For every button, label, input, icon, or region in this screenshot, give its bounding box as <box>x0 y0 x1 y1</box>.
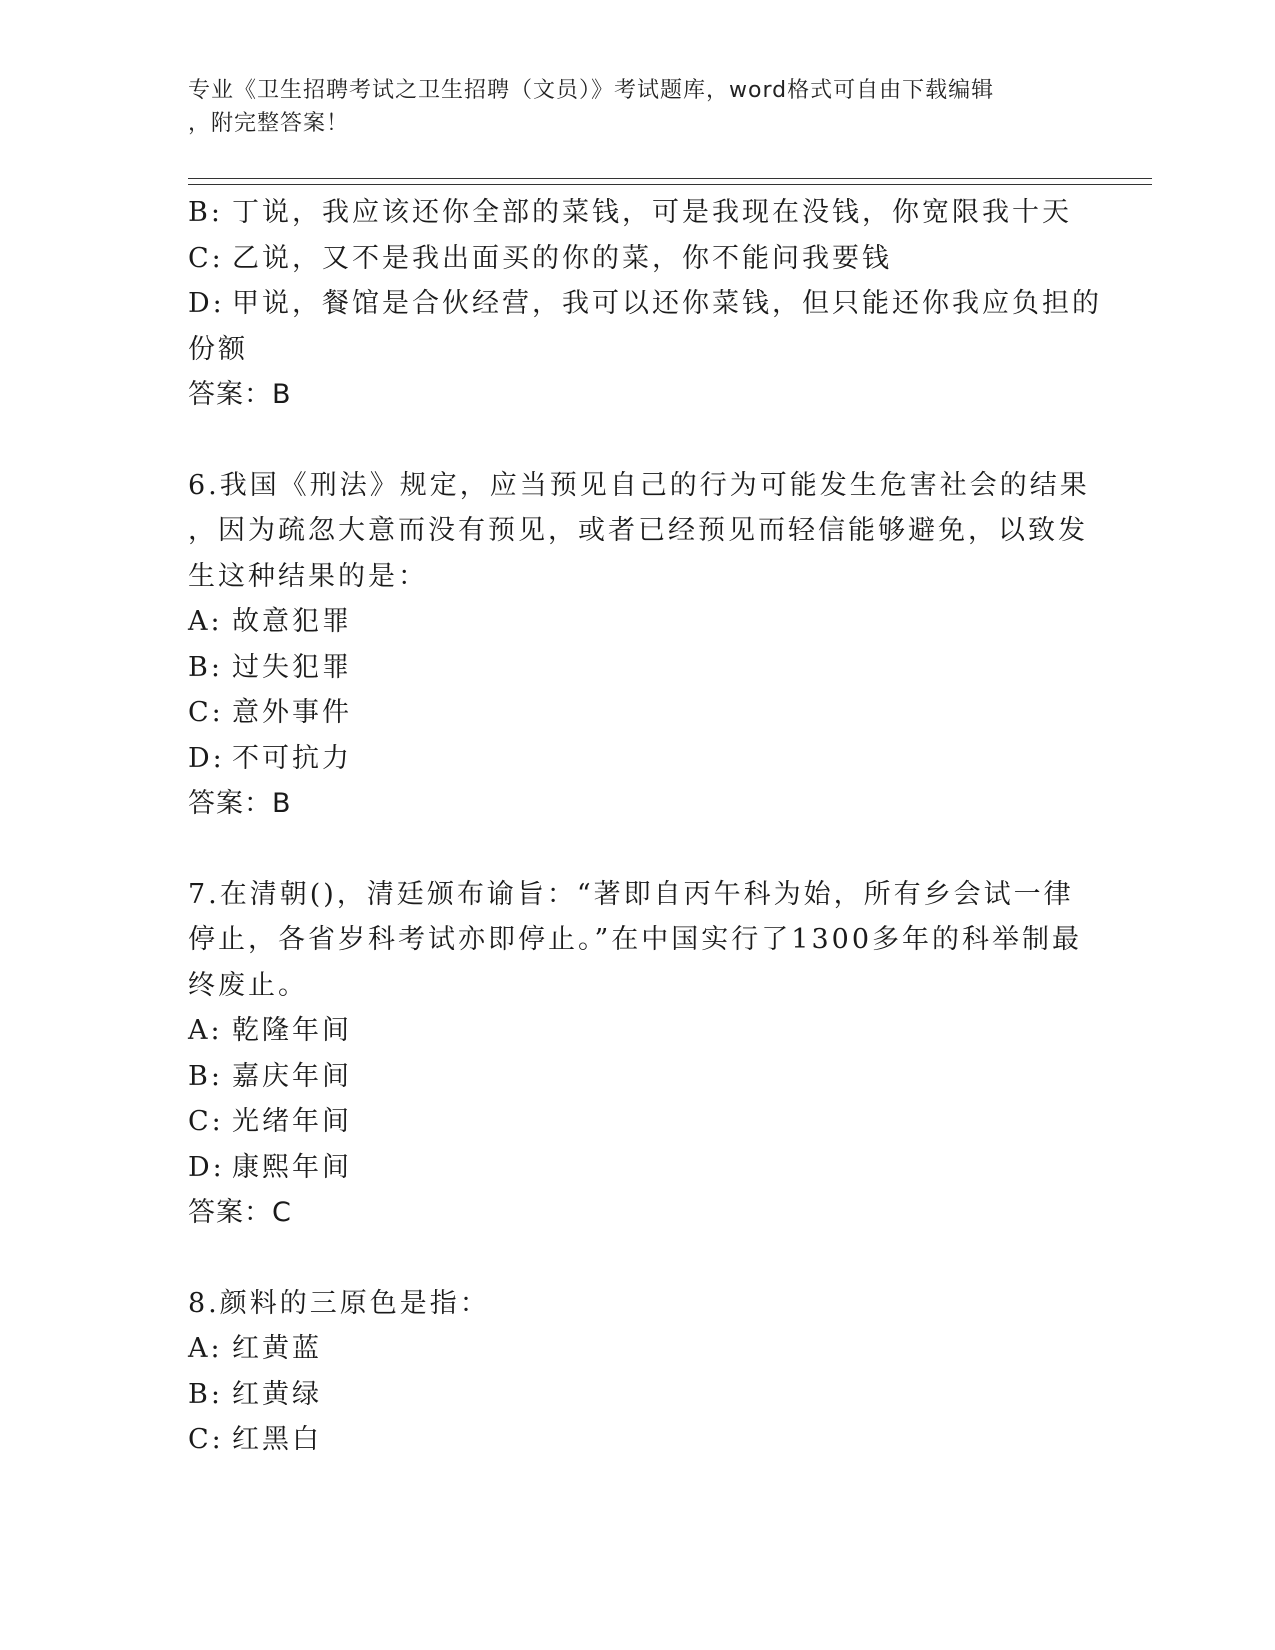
question-list <box>188 190 1102 1463</box>
option-b <box>188 1372 1088 1418</box>
header-divider <box>188 178 1152 185</box>
option-text: 红黑白 <box>232 1424 322 1455</box>
option-c <box>188 236 1088 282</box>
option-letter: B: <box>188 1060 223 1092</box>
option-letter: B: <box>188 197 223 228</box>
option-d-continuation: 份额 <box>188 333 248 365</box>
option-text: 红黄绿 <box>232 1378 322 1410</box>
option-text: 甲说，餐馆是合伙经营，我可以还你菜钱，但只能还你我应负担的 <box>232 288 1102 319</box>
option-letter: D: <box>188 742 225 774</box>
option-a <box>188 599 1088 645</box>
option-d <box>188 281 1102 327</box>
option-a <box>188 1326 1088 1372</box>
document-header <box>188 74 1068 140</box>
option-text: 红黄蓝 <box>232 1333 322 1364</box>
answer-line: 答案：B <box>188 379 292 410</box>
option-text: 乙说，又不是我出面买的你的菜，你不能问我要钱 <box>232 242 892 274</box>
question-stem: 终废止。 <box>188 969 308 1001</box>
option-letter: B: <box>188 1378 223 1410</box>
option-text: 丁说，我应该还你全部的菜钱，可是我现在没钱，你宽限我十天 <box>232 197 1072 228</box>
answer-line: 答案：C <box>188 1197 292 1228</box>
option-letter: C: <box>188 697 224 728</box>
option-d <box>188 736 1088 782</box>
option-letter: A: <box>188 1015 223 1046</box>
option-letter: B: <box>188 651 223 683</box>
option-letter: C: <box>188 1106 224 1137</box>
question-block-8 <box>188 1281 1088 1463</box>
question-block-prev <box>188 190 1102 418</box>
option-letter: D: <box>188 288 225 319</box>
option-a <box>188 1008 1088 1054</box>
spacer <box>188 418 1088 463</box>
option-b <box>188 1054 1088 1100</box>
option-text: 光绪年间 <box>232 1106 352 1137</box>
option-letter: C: <box>188 242 224 274</box>
option-text: 过失犯罪 <box>232 651 352 683</box>
option-letter: A: <box>188 606 223 637</box>
option-letter: D: <box>188 1151 225 1183</box>
spacer <box>188 827 1088 872</box>
option-text: 乾隆年间 <box>232 1015 352 1046</box>
question-stem: 8.颜料的三原色是指： <box>188 1287 490 1319</box>
option-text: 故意犯罪 <box>232 606 352 637</box>
question-stem: 生这种结果的是： <box>188 560 428 592</box>
option-text: 康熙年间 <box>232 1151 352 1183</box>
option-letter: A: <box>188 1333 223 1364</box>
question-stem: ，因为疏忽大意而没有预见，或者已经预见而轻信能够避免，以致发 <box>188 515 1088 546</box>
option-d <box>188 1145 1088 1191</box>
option-c <box>188 1099 1088 1145</box>
option-b <box>188 190 1088 236</box>
question-stem: 6.我国《刑法》规定，应当预见自己的行为可能发生危害社会的结果 <box>188 469 1090 501</box>
question-stem: 7.在清朝()，清廷颁布谕旨：“著即自丙午科为始，所有乡会试一律 <box>188 878 1074 910</box>
option-letter: C: <box>188 1424 224 1455</box>
spacer <box>188 1236 1088 1281</box>
option-c <box>188 1417 1088 1463</box>
question-block-7 <box>188 872 1088 1236</box>
header-title-line-cont: ，附完整答案！ <box>188 111 350 136</box>
option-c <box>188 690 1088 736</box>
option-text: 嘉庆年间 <box>232 1060 352 1092</box>
option-b <box>188 645 1088 691</box>
question-stem: 停止，各省岁科考试亦即停止。”在中国实行了1300多年的科举制最 <box>188 924 1083 955</box>
option-text: 意外事件 <box>232 697 352 728</box>
option-text: 不可抗力 <box>232 742 352 774</box>
header-title-line: 专业《卫生招聘考试之卫生招聘（文员）》考试题库，word格式可自由下载编辑 <box>188 78 995 103</box>
question-block-6 <box>188 463 1088 827</box>
answer-line: 答案：B <box>188 788 292 819</box>
